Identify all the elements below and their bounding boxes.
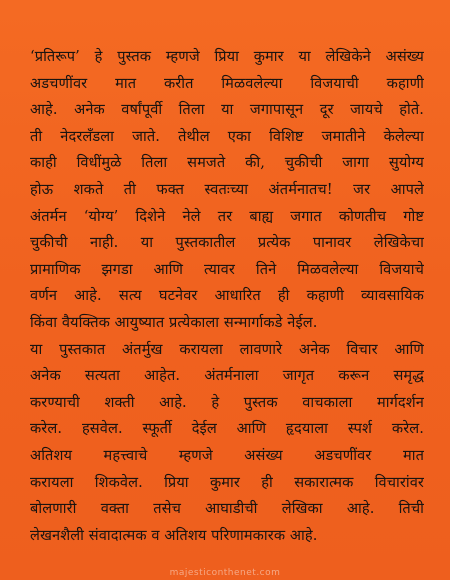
text-line: ती नेदरलँडला जाते. तेथील एका विशिष्ट जमातीने केलेल्या [30,127,424,145]
text-line: बोलणारी वक्ता तसेच आघाडीची लेखिका आहे. तिची [30,500,424,518]
text-line: करण्याची शक्ती आहे. हे पुस्तक वाचकाला मार्गदर्शन [30,393,424,411]
text-line: चुकीची नाही. या पुस्तकातील प्रत्येक पानावर लेखिकेचा [30,234,424,252]
text-line: किंवा वैयक्तिक आयुष्यात प्रत्येकाला सन्मार्गाकडे नेईल. [30,313,318,331]
text-line: करेल. हसवेल. स्फूर्ती देईल आणि हृदयाला स्पर्श करेल. [30,420,424,438]
text-line: अंतर्मन ‘योग्य’ दिशेने नेले तर बाह्य जगात कोणतीच गोष्ट [30,207,424,225]
text-line: वर्णन आहे. सत्य घटनेवर आधारित ही कहाणी व्यावसायिक [30,287,424,305]
paragraph-1 [30,44,424,337]
watermark-text: majesticonthenet.com [169,568,281,578]
text-line: अडचणींवर मात करीत मिळवलेल्या विजयाची कहाणी [30,74,424,92]
text-line: अनेक सत्यता आहेत. अंतर्मनाला जागृत करून समृद्ध [30,367,424,385]
paragraph-2 [30,337,424,550]
text-line: आहे. अनेक वर्षांपूर्वी तिला या जगापासून दूर जायचे होते. [30,101,424,119]
blurb-text [30,44,424,549]
text-line: लेखनशैली संवादात्मक व अतिशय परिणामकारक आहे. [30,526,318,544]
text-line: होऊ शकते ती फक्त स्वतःच्या अंतर्मनातच! जर आपले [30,180,424,198]
text-line: प्रामाणिक झगडा आणि त्यावर तिने मिळवलेल्या विजयाचे [30,260,424,278]
text-line: या पुस्तकात अंतर्मुख करायला लावणारे अनेक विचार आणि [30,340,424,358]
text-line: काही विधींमुळे तिला समजते की, चुकीची जागा सुयोग्य [30,154,424,172]
text-line: अतिशय महत्त्वाचे म्हणजे असंख्य अडचणींवर मात [30,446,424,464]
text-line: ‘प्रतिरूप’ हे पुस्तक म्हणजे प्रिया कुमार या लेखिकेने असंख्य [30,48,424,65]
text-line: करायला शिकवेल. प्रिया कुमार ही सकारात्मक विचारांवर [30,473,424,491]
